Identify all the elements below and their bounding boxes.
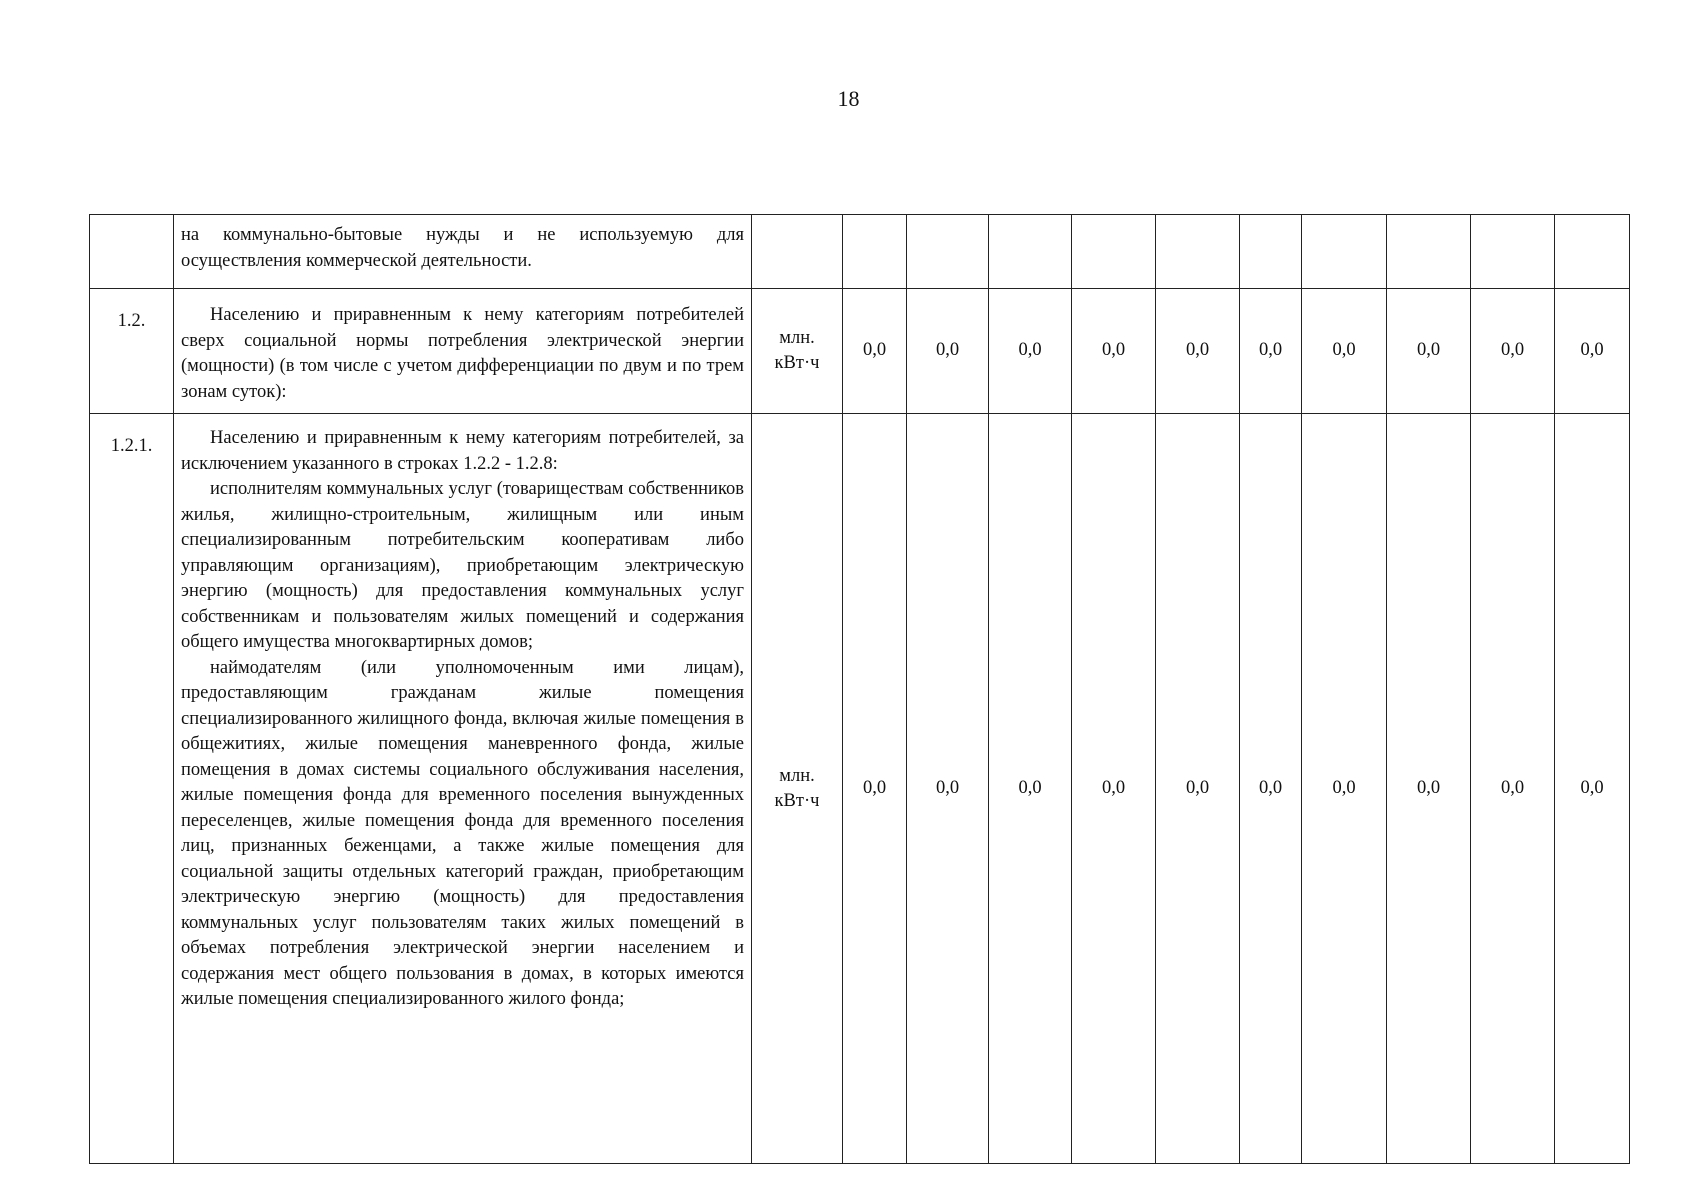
value-cell: 0,0 <box>1240 289 1302 414</box>
unit-line: кВт·ч <box>774 353 820 373</box>
value-cell: 0,0 <box>907 289 989 414</box>
value-cell: 0,0 <box>1156 289 1240 414</box>
value-cell: 0,0 <box>907 414 989 1164</box>
value-cell <box>1240 215 1302 289</box>
description-line: на коммунально-бытовые нужды и не используемую для <box>181 225 744 245</box>
description-paragraph: наймодателям (или уполномоченным ими лицам), предоставляющим гражданам жилые помещения специализированного жилищного фонда, включая жилые помещения в общежитиях, жилые помещения маневренного фонда, жилые помещения в домах системы социального обслуживания населения, жилые помещения фонда для временного поселения вынужденных переселенцев, жилые помещения фонда для временного поселения лиц, признанных беженцами, а также жилые помещения для социальной защиты отдельных категорий граждан, приобретающим электрическую энергию (мощность) для предоставления коммунальных услуг пользователям таких жилых помещений в объемах потребления электрической энергии населением и содержания мест общего пользования в домах, в которых имеются жилые помещения специализированного жилого фонда; <box>181 657 744 1009</box>
value-cell: 0,0 <box>989 289 1072 414</box>
unit-cell <box>752 215 843 289</box>
unit-cell <box>752 414 843 1164</box>
value-cell: 0,0 <box>1302 289 1387 414</box>
value-cell: 0,0 <box>1156 414 1240 1164</box>
value-cell: 0,0 <box>1072 414 1156 1164</box>
page-number: 18 <box>837 86 860 111</box>
value-cell: 0,0 <box>1387 289 1471 414</box>
row-number: 1.2. <box>90 289 174 414</box>
description-paragraph: Населению и приравненным к нему категориям потребителей, за исключением указанного в строках 1.2.2 - 1.2.8: <box>181 428 744 474</box>
value-cell: 0,0 <box>843 289 907 414</box>
value-cell <box>1072 215 1156 289</box>
table-row <box>90 414 1630 1164</box>
table-row <box>90 289 1630 414</box>
value-cell <box>1302 215 1387 289</box>
value-cell <box>1471 215 1555 289</box>
value-cell <box>907 215 989 289</box>
value-cell: 0,0 <box>1240 414 1302 1164</box>
value-cell <box>1555 215 1630 289</box>
unit-line: млн. <box>779 765 815 786</box>
row-description <box>174 289 752 414</box>
value-cell: 0,0 <box>1471 289 1555 414</box>
row-description <box>174 414 752 1164</box>
unit-cell <box>752 289 843 414</box>
value-cell: 0,0 <box>843 414 907 1164</box>
value-cell: 0,0 <box>1555 414 1630 1164</box>
row-number <box>90 215 174 289</box>
description-paragraph: Населению и приравненным к нему категориям потребителей сверх социальной нормы потребления электрической энергии (мощности) (в том числе с учетом дифференциации по двум и по трем зонам суток): <box>181 305 744 402</box>
row-description <box>174 215 752 289</box>
description-paragraph: исполнителям коммунальных услуг (товариществам собственников жилья, жилищно-строительным, жилищным или иным специализированным потребительским кооперативам либо управляющим организациям), приобретающим электрическую энергию (мощность) для предоставления коммунальных услуг собственникам и пользователям жилых помещений и содержания общего имущества многоквартирных домов; <box>181 479 744 652</box>
row-number: 1.2.1. <box>90 414 174 1164</box>
table-row <box>90 215 1630 289</box>
value-cell <box>1387 215 1471 289</box>
unit-line: кВт·ч <box>774 790 820 811</box>
value-cell: 0,0 <box>1302 414 1387 1164</box>
unit-line: млн. <box>779 328 815 348</box>
description-line: осуществления коммерческой деятельности. <box>181 250 532 271</box>
value-cell <box>843 215 907 289</box>
value-cell <box>989 215 1072 289</box>
value-cell: 0,0 <box>989 414 1072 1164</box>
value-cell: 0,0 <box>1072 289 1156 414</box>
value-cell: 0,0 <box>1387 414 1471 1164</box>
tariff-table <box>89 214 1630 1164</box>
value-cell <box>1156 215 1240 289</box>
value-cell: 0,0 <box>1471 414 1555 1164</box>
value-cell: 0,0 <box>1555 289 1630 414</box>
